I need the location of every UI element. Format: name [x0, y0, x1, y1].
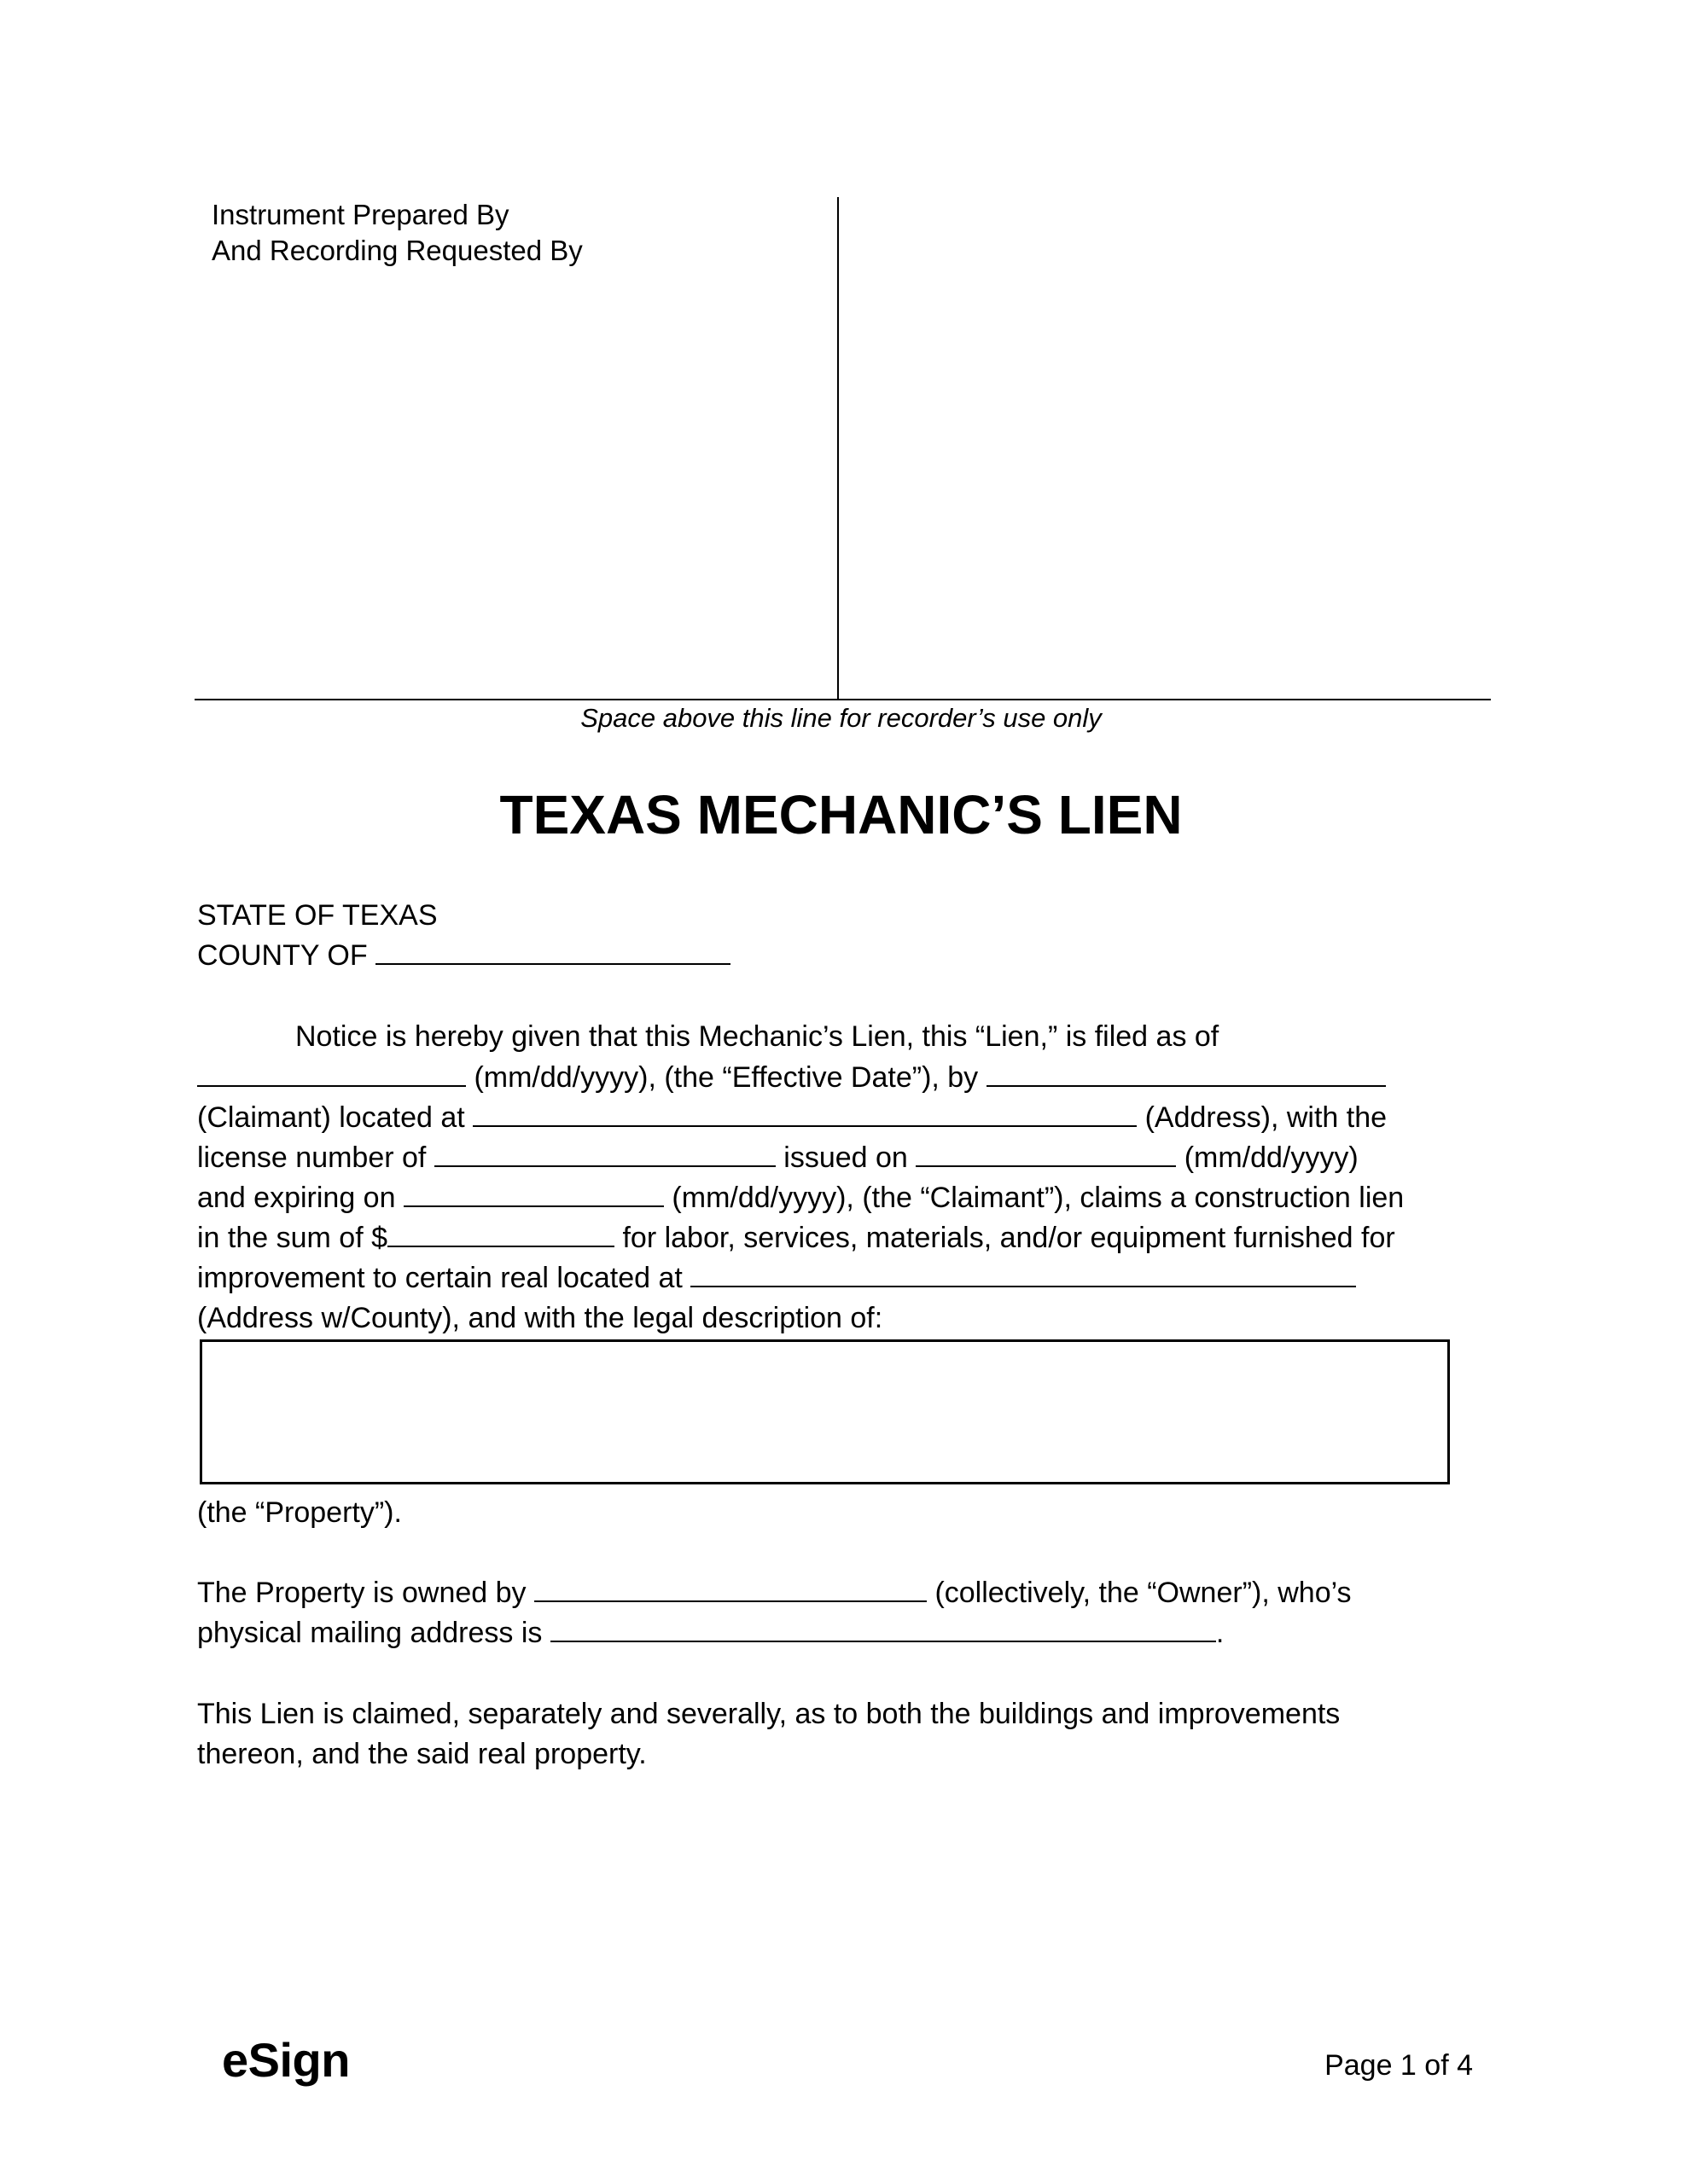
notice-line-4-text-b: issued on — [783, 1141, 908, 1174]
notice-line-8: (Address w/County), and with the legal description of: — [197, 1302, 883, 1334]
notice-line-6-text-b: for labor, services, materials, and/or equipment furnished for — [622, 1222, 1395, 1254]
notice-line-5-text-a: and expiring on — [197, 1182, 396, 1214]
esign-logo: eSign — [222, 2033, 350, 2087]
notice-line-1: Notice is hereby given that this Mechanic’s Lien, this “Lien,” is filed as of — [295, 1020, 1219, 1053]
recorder-note: Space above this line for recorder’s use only — [580, 703, 1102, 733]
prepared-line-2: And Recording Requested By — [212, 235, 583, 266]
notice-line-7-text: improvement to certain real located at — [197, 1262, 683, 1294]
notice-line-3 — [197, 1097, 1387, 1138]
page-number: Page 1 of 4 — [1324, 2049, 1473, 2082]
county-line — [197, 935, 730, 976]
notice-line-4 — [197, 1137, 1359, 1178]
owner-line-1 — [197, 1572, 1352, 1613]
recorder-horizontal-divider — [195, 699, 1491, 700]
notice-line-2 — [197, 1057, 1386, 1098]
notice-line-3-text-b: (Address), with the — [1144, 1101, 1388, 1134]
claim-line-1: This Lien is claimed, separately and severally, as to both the buildings and improvements — [197, 1698, 1341, 1730]
notice-line-3-text-a: (Claimant) located at — [197, 1101, 465, 1134]
prepared-line-1: Instrument Prepared By — [212, 199, 509, 230]
recorder-vertical-divider — [837, 197, 839, 700]
lien-amount-blank[interactable] — [387, 1218, 614, 1247]
claimant-address-blank[interactable] — [473, 1098, 1137, 1127]
notice-line-2-text: (mm/dd/yyyy), (the “Effective Date”), by — [474, 1061, 979, 1094]
county-blank[interactable] — [375, 936, 730, 965]
owner-address-blank[interactable] — [550, 1613, 1216, 1642]
owner-line-1-text-b: (collectively, the “Owner”), who’s — [934, 1577, 1352, 1609]
notice-line-7 — [197, 1258, 1356, 1298]
owner-name-blank[interactable] — [534, 1573, 927, 1602]
property-address-blank[interactable] — [690, 1258, 1356, 1287]
effective-date-blank[interactable] — [197, 1058, 466, 1087]
owner-line-2-period: . — [1215, 1617, 1225, 1649]
license-expiry-blank[interactable] — [404, 1178, 664, 1207]
owner-line-2 — [197, 1612, 1224, 1653]
claim-line-2: thereon, and the said real property. — [197, 1738, 647, 1770]
legal-description-box[interactable] — [200, 1339, 1450, 1484]
notice-line-5 — [197, 1177, 1404, 1218]
notice-line-5-text-b: (mm/dd/yyyy), (the “Claimant”), claims a construction lien — [672, 1182, 1405, 1214]
state-line: STATE OF TEXAS — [197, 899, 438, 932]
prepared-by-label — [212, 197, 583, 269]
notice-line-6-text-a: in the sum of $ — [197, 1222, 388, 1254]
owner-line-1-text-a: The Property is owned by — [197, 1577, 527, 1609]
license-number-blank[interactable] — [434, 1138, 776, 1167]
license-issued-blank[interactable] — [916, 1138, 1176, 1167]
claimant-name-blank[interactable] — [987, 1058, 1386, 1087]
notice-line-4-text-a: license number of — [197, 1141, 427, 1174]
owner-line-2-text: physical mailing address is — [197, 1617, 543, 1649]
county-label: COUNTY OF — [197, 939, 368, 972]
property-line: (the “Property”). — [197, 1496, 402, 1529]
document-title: TEXAS MECHANIC’S LIEN — [499, 784, 1183, 845]
notice-line-6 — [197, 1217, 1395, 1258]
notice-line-4-text-c: (mm/dd/yyyy) — [1184, 1141, 1359, 1174]
